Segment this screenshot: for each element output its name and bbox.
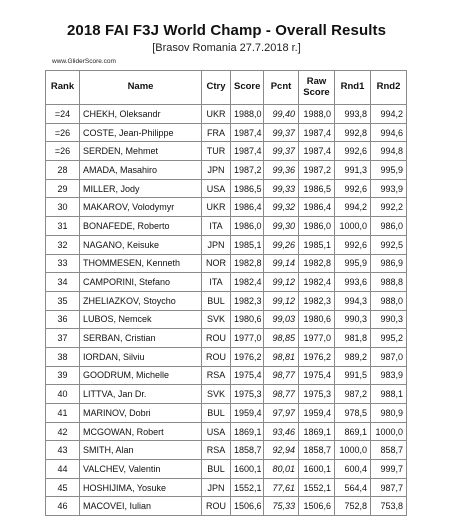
- cell-score: 1858,7: [231, 441, 264, 460]
- cell-round2: 987,7: [371, 478, 407, 497]
- cell-country: UKR: [202, 105, 231, 124]
- table-row: [46, 497, 407, 516]
- cell-country: ROU: [202, 497, 231, 516]
- cell-country: ROU: [202, 329, 231, 348]
- cell-round1: 992,6: [335, 142, 371, 161]
- cell-percent: 98,85: [264, 329, 299, 348]
- cell-rank: =26: [46, 123, 80, 142]
- cell-round2: 999,7: [371, 460, 407, 479]
- cell-rank: 31: [46, 217, 80, 236]
- cell-percent: 93,46: [264, 422, 299, 441]
- cell-country: BUL: [202, 460, 231, 479]
- table-row: [46, 179, 407, 198]
- cell-percent: 99,37: [264, 142, 299, 161]
- cell-round2: 987,0: [371, 347, 407, 366]
- cell-percent: 99,14: [264, 254, 299, 273]
- cell-score: 1869,1: [231, 422, 264, 441]
- cell-name: GOODRUM, Michelle: [80, 366, 202, 385]
- cell-country: RSA: [202, 441, 231, 460]
- cell-round2: 986,0: [371, 217, 407, 236]
- cell-raw-score: 1600,1: [299, 460, 335, 479]
- cell-raw-score: 1986,5: [299, 179, 335, 198]
- cell-round1: 993,6: [335, 273, 371, 292]
- table-row: [46, 273, 407, 292]
- table-row: [46, 235, 407, 254]
- cell-raw-score: 1987,2: [299, 161, 335, 180]
- cell-percent: 77,61: [264, 478, 299, 497]
- cell-raw-score: 1858,7: [299, 441, 335, 460]
- cell-country: ROU: [202, 347, 231, 366]
- cell-rank: =26: [46, 142, 80, 161]
- cell-country: TUR: [202, 142, 231, 161]
- cell-rank: 30: [46, 198, 80, 217]
- website-label: www.GliderScore.com: [52, 58, 116, 65]
- table-row: [46, 217, 407, 236]
- cell-round2: 995,9: [371, 161, 407, 180]
- cell-country: BUL: [202, 404, 231, 423]
- column-header-country: Ctry: [202, 71, 231, 105]
- cell-score: 1982,8: [231, 254, 264, 273]
- table-row: [46, 460, 407, 479]
- cell-round1: 990,3: [335, 310, 371, 329]
- cell-rank: 36: [46, 310, 80, 329]
- cell-name: MILLER, Jody: [80, 179, 202, 198]
- cell-round1: 989,2: [335, 347, 371, 366]
- cell-raw-score: 1982,3: [299, 291, 335, 310]
- cell-rank: 44: [46, 460, 80, 479]
- cell-score: 1987,2: [231, 161, 264, 180]
- cell-rank: 29: [46, 179, 80, 198]
- cell-score: 1976,2: [231, 347, 264, 366]
- table-row: [46, 291, 407, 310]
- cell-country: USA: [202, 422, 231, 441]
- column-header-rank: Rank: [46, 71, 80, 105]
- cell-round2: 994,8: [371, 142, 407, 161]
- page-title: 2018 FAI F3J World Champ - Overall Results: [66, 22, 387, 39]
- cell-percent: 99,33: [264, 179, 299, 198]
- cell-percent: 99,36: [264, 161, 299, 180]
- results-table: [45, 70, 407, 516]
- cell-country: BUL: [202, 291, 231, 310]
- cell-score: 1552,1: [231, 478, 264, 497]
- cell-raw-score: 1869,1: [299, 422, 335, 441]
- cell-raw-score: 1988,0: [299, 105, 335, 124]
- cell-percent: 98,81: [264, 347, 299, 366]
- cell-round2: 994,2: [371, 105, 407, 124]
- cell-round1: 994,3: [335, 291, 371, 310]
- cell-country: JPN: [202, 235, 231, 254]
- cell-round1: 869,1: [335, 422, 371, 441]
- cell-country: RSA: [202, 366, 231, 385]
- cell-round1: 564,4: [335, 478, 371, 497]
- cell-round1: 991,5: [335, 366, 371, 385]
- cell-name: SERBAN, Cristian: [80, 329, 202, 348]
- column-header-round2: Rnd2: [371, 71, 407, 105]
- cell-round2: 988,0: [371, 291, 407, 310]
- cell-score: 1980,6: [231, 310, 264, 329]
- cell-percent: 80,01: [264, 460, 299, 479]
- cell-percent: 99,12: [264, 291, 299, 310]
- cell-score: 1986,5: [231, 179, 264, 198]
- cell-percent: 99,12: [264, 273, 299, 292]
- cell-percent: 92,94: [264, 441, 299, 460]
- cell-percent: 75,33: [264, 497, 299, 516]
- table-row: [46, 161, 407, 180]
- cell-score: 1977,0: [231, 329, 264, 348]
- cell-raw-score: 1975,4: [299, 366, 335, 385]
- cell-rank: 41: [46, 404, 80, 423]
- cell-name: MARINOV, Dobri: [80, 404, 202, 423]
- cell-round2: 980,9: [371, 404, 407, 423]
- cell-rank: =24: [46, 105, 80, 124]
- cell-score: 1987,4: [231, 123, 264, 142]
- cell-percent: 99,03: [264, 310, 299, 329]
- cell-rank: 42: [46, 422, 80, 441]
- table-row: [46, 441, 407, 460]
- cell-name: HOSHIJIMA, Yosuke: [80, 478, 202, 497]
- cell-name: SERDEN, Mehmet: [80, 142, 202, 161]
- cell-round1: 600,4: [335, 460, 371, 479]
- table-row: [46, 347, 407, 366]
- cell-round1: 994,2: [335, 198, 371, 217]
- table-header-row: [46, 71, 407, 105]
- cell-round1: 1000,0: [335, 441, 371, 460]
- cell-country: ITA: [202, 273, 231, 292]
- table-row: [46, 366, 407, 385]
- cell-country: UKR: [202, 198, 231, 217]
- cell-country: FRA: [202, 123, 231, 142]
- table-row: [46, 105, 407, 124]
- cell-name: CAMPORINI, Stefano: [80, 273, 202, 292]
- cell-score: 1985,1: [231, 235, 264, 254]
- cell-country: NOR: [202, 254, 231, 273]
- cell-round1: 752,8: [335, 497, 371, 516]
- cell-rank: 45: [46, 478, 80, 497]
- cell-country: USA: [202, 179, 231, 198]
- cell-percent: 99,30: [264, 217, 299, 236]
- cell-country: JPN: [202, 478, 231, 497]
- cell-round1: 992,8: [335, 123, 371, 142]
- cell-raw-score: 1982,8: [299, 254, 335, 273]
- cell-name: CHEKH, Oleksandr: [80, 105, 202, 124]
- cell-score: 1975,4: [231, 366, 264, 385]
- cell-round2: 993,9: [371, 179, 407, 198]
- results-table-body: [46, 105, 407, 516]
- cell-round1: 991,3: [335, 161, 371, 180]
- cell-name: VALCHEV, Valentin: [80, 460, 202, 479]
- cell-percent: 98,77: [264, 366, 299, 385]
- column-header-score: Score: [231, 71, 264, 105]
- cell-rank: 28: [46, 161, 80, 180]
- cell-percent: 98,77: [264, 385, 299, 404]
- cell-raw-score: 1959,4: [299, 404, 335, 423]
- cell-score: 1986,0: [231, 217, 264, 236]
- cell-round1: 993,8: [335, 105, 371, 124]
- cell-raw-score: 1987,4: [299, 142, 335, 161]
- cell-raw-score: 1986,4: [299, 198, 335, 217]
- cell-round2: 988,8: [371, 273, 407, 292]
- table-row: [46, 142, 407, 161]
- cell-round1: 981,8: [335, 329, 371, 348]
- cell-name: THOMMESEN, Kenneth: [80, 254, 202, 273]
- cell-raw-score: 1982,4: [299, 273, 335, 292]
- cell-name: LUBOS, Nemcek: [80, 310, 202, 329]
- cell-score: 1982,4: [231, 273, 264, 292]
- cell-name: ZHELIAZKOV, Stoycho: [80, 291, 202, 310]
- cell-country: JPN: [202, 161, 231, 180]
- column-header-raw-score: Raw Score: [299, 71, 335, 105]
- cell-score: 1506,6: [231, 497, 264, 516]
- cell-name: MACOVEI, Iulian: [80, 497, 202, 516]
- cell-percent: 99,26: [264, 235, 299, 254]
- table-row: [46, 198, 407, 217]
- cell-name: MAKAROV, Volodymyr: [80, 198, 202, 217]
- cell-country: SVK: [202, 310, 231, 329]
- cell-round2: 992,2: [371, 198, 407, 217]
- cell-percent: 99,32: [264, 198, 299, 217]
- cell-raw-score: 1985,1: [299, 235, 335, 254]
- column-header-round1: Rnd1: [335, 71, 371, 105]
- table-row: [46, 123, 407, 142]
- cell-raw-score: 1986,0: [299, 217, 335, 236]
- cell-rank: 32: [46, 235, 80, 254]
- cell-name: SMITH, Alan: [80, 441, 202, 460]
- cell-name: IORDAN, Silviu: [80, 347, 202, 366]
- table-row: [46, 310, 407, 329]
- cell-raw-score: 1987,4: [299, 123, 335, 142]
- cell-rank: 39: [46, 366, 80, 385]
- cell-round1: 987,2: [335, 385, 371, 404]
- event-subtitle: [Brasov Romania 27.7.2018 r.]: [152, 42, 301, 54]
- cell-name: BONAFEDE, Roberto: [80, 217, 202, 236]
- cell-percent: 99,37: [264, 123, 299, 142]
- table-row: [46, 478, 407, 497]
- cell-raw-score: 1977,0: [299, 329, 335, 348]
- cell-round2: 1000,0: [371, 422, 407, 441]
- table-row: [46, 254, 407, 273]
- cell-rank: 38: [46, 347, 80, 366]
- cell-country: ITA: [202, 217, 231, 236]
- cell-raw-score: 1506,6: [299, 497, 335, 516]
- cell-rank: 40: [46, 385, 80, 404]
- cell-score: 1982,3: [231, 291, 264, 310]
- cell-score: 1986,4: [231, 198, 264, 217]
- cell-rank: 34: [46, 273, 80, 292]
- cell-round2: 986,9: [371, 254, 407, 273]
- table-row: [46, 404, 407, 423]
- cell-rank: 33: [46, 254, 80, 273]
- cell-country: SVK: [202, 385, 231, 404]
- column-header-percent: Pcnt: [264, 71, 299, 105]
- cell-round2: 995,2: [371, 329, 407, 348]
- cell-rank: 37: [46, 329, 80, 348]
- cell-round2: 983,9: [371, 366, 407, 385]
- cell-round1: 1000,0: [335, 217, 371, 236]
- cell-round2: 988,1: [371, 385, 407, 404]
- cell-name: MCGOWAN, Robert: [80, 422, 202, 441]
- table-row: [46, 329, 407, 348]
- cell-score: 1988,0: [231, 105, 264, 124]
- cell-round2: 753,8: [371, 497, 407, 516]
- cell-round2: 992,5: [371, 235, 407, 254]
- cell-round1: 992,6: [335, 235, 371, 254]
- cell-raw-score: 1552,1: [299, 478, 335, 497]
- cell-score: 1600,1: [231, 460, 264, 479]
- cell-round2: 858,7: [371, 441, 407, 460]
- cell-score: 1987,4: [231, 142, 264, 161]
- cell-round2: 994,6: [371, 123, 407, 142]
- cell-name: NAGANO, Keisuke: [80, 235, 202, 254]
- cell-name: COSTE, Jean-Philippe: [80, 123, 202, 142]
- cell-rank: 35: [46, 291, 80, 310]
- cell-percent: 99,40: [264, 105, 299, 124]
- column-header-name: Name: [80, 71, 202, 105]
- cell-round2: 990,3: [371, 310, 407, 329]
- cell-raw-score: 1975,3: [299, 385, 335, 404]
- cell-raw-score: 1976,2: [299, 347, 335, 366]
- cell-percent: 97,97: [264, 404, 299, 423]
- cell-round1: 978,5: [335, 404, 371, 423]
- table-row: [46, 422, 407, 441]
- cell-round1: 995,9: [335, 254, 371, 273]
- cell-score: 1959,4: [231, 404, 264, 423]
- cell-round1: 992,6: [335, 179, 371, 198]
- cell-name: AMADA, Masahiro: [80, 161, 202, 180]
- cell-name: LITTVA, Jan Dr.: [80, 385, 202, 404]
- cell-rank: 46: [46, 497, 80, 516]
- cell-raw-score: 1980,6: [299, 310, 335, 329]
- cell-rank: 43: [46, 441, 80, 460]
- cell-score: 1975,3: [231, 385, 264, 404]
- table-row: [46, 385, 407, 404]
